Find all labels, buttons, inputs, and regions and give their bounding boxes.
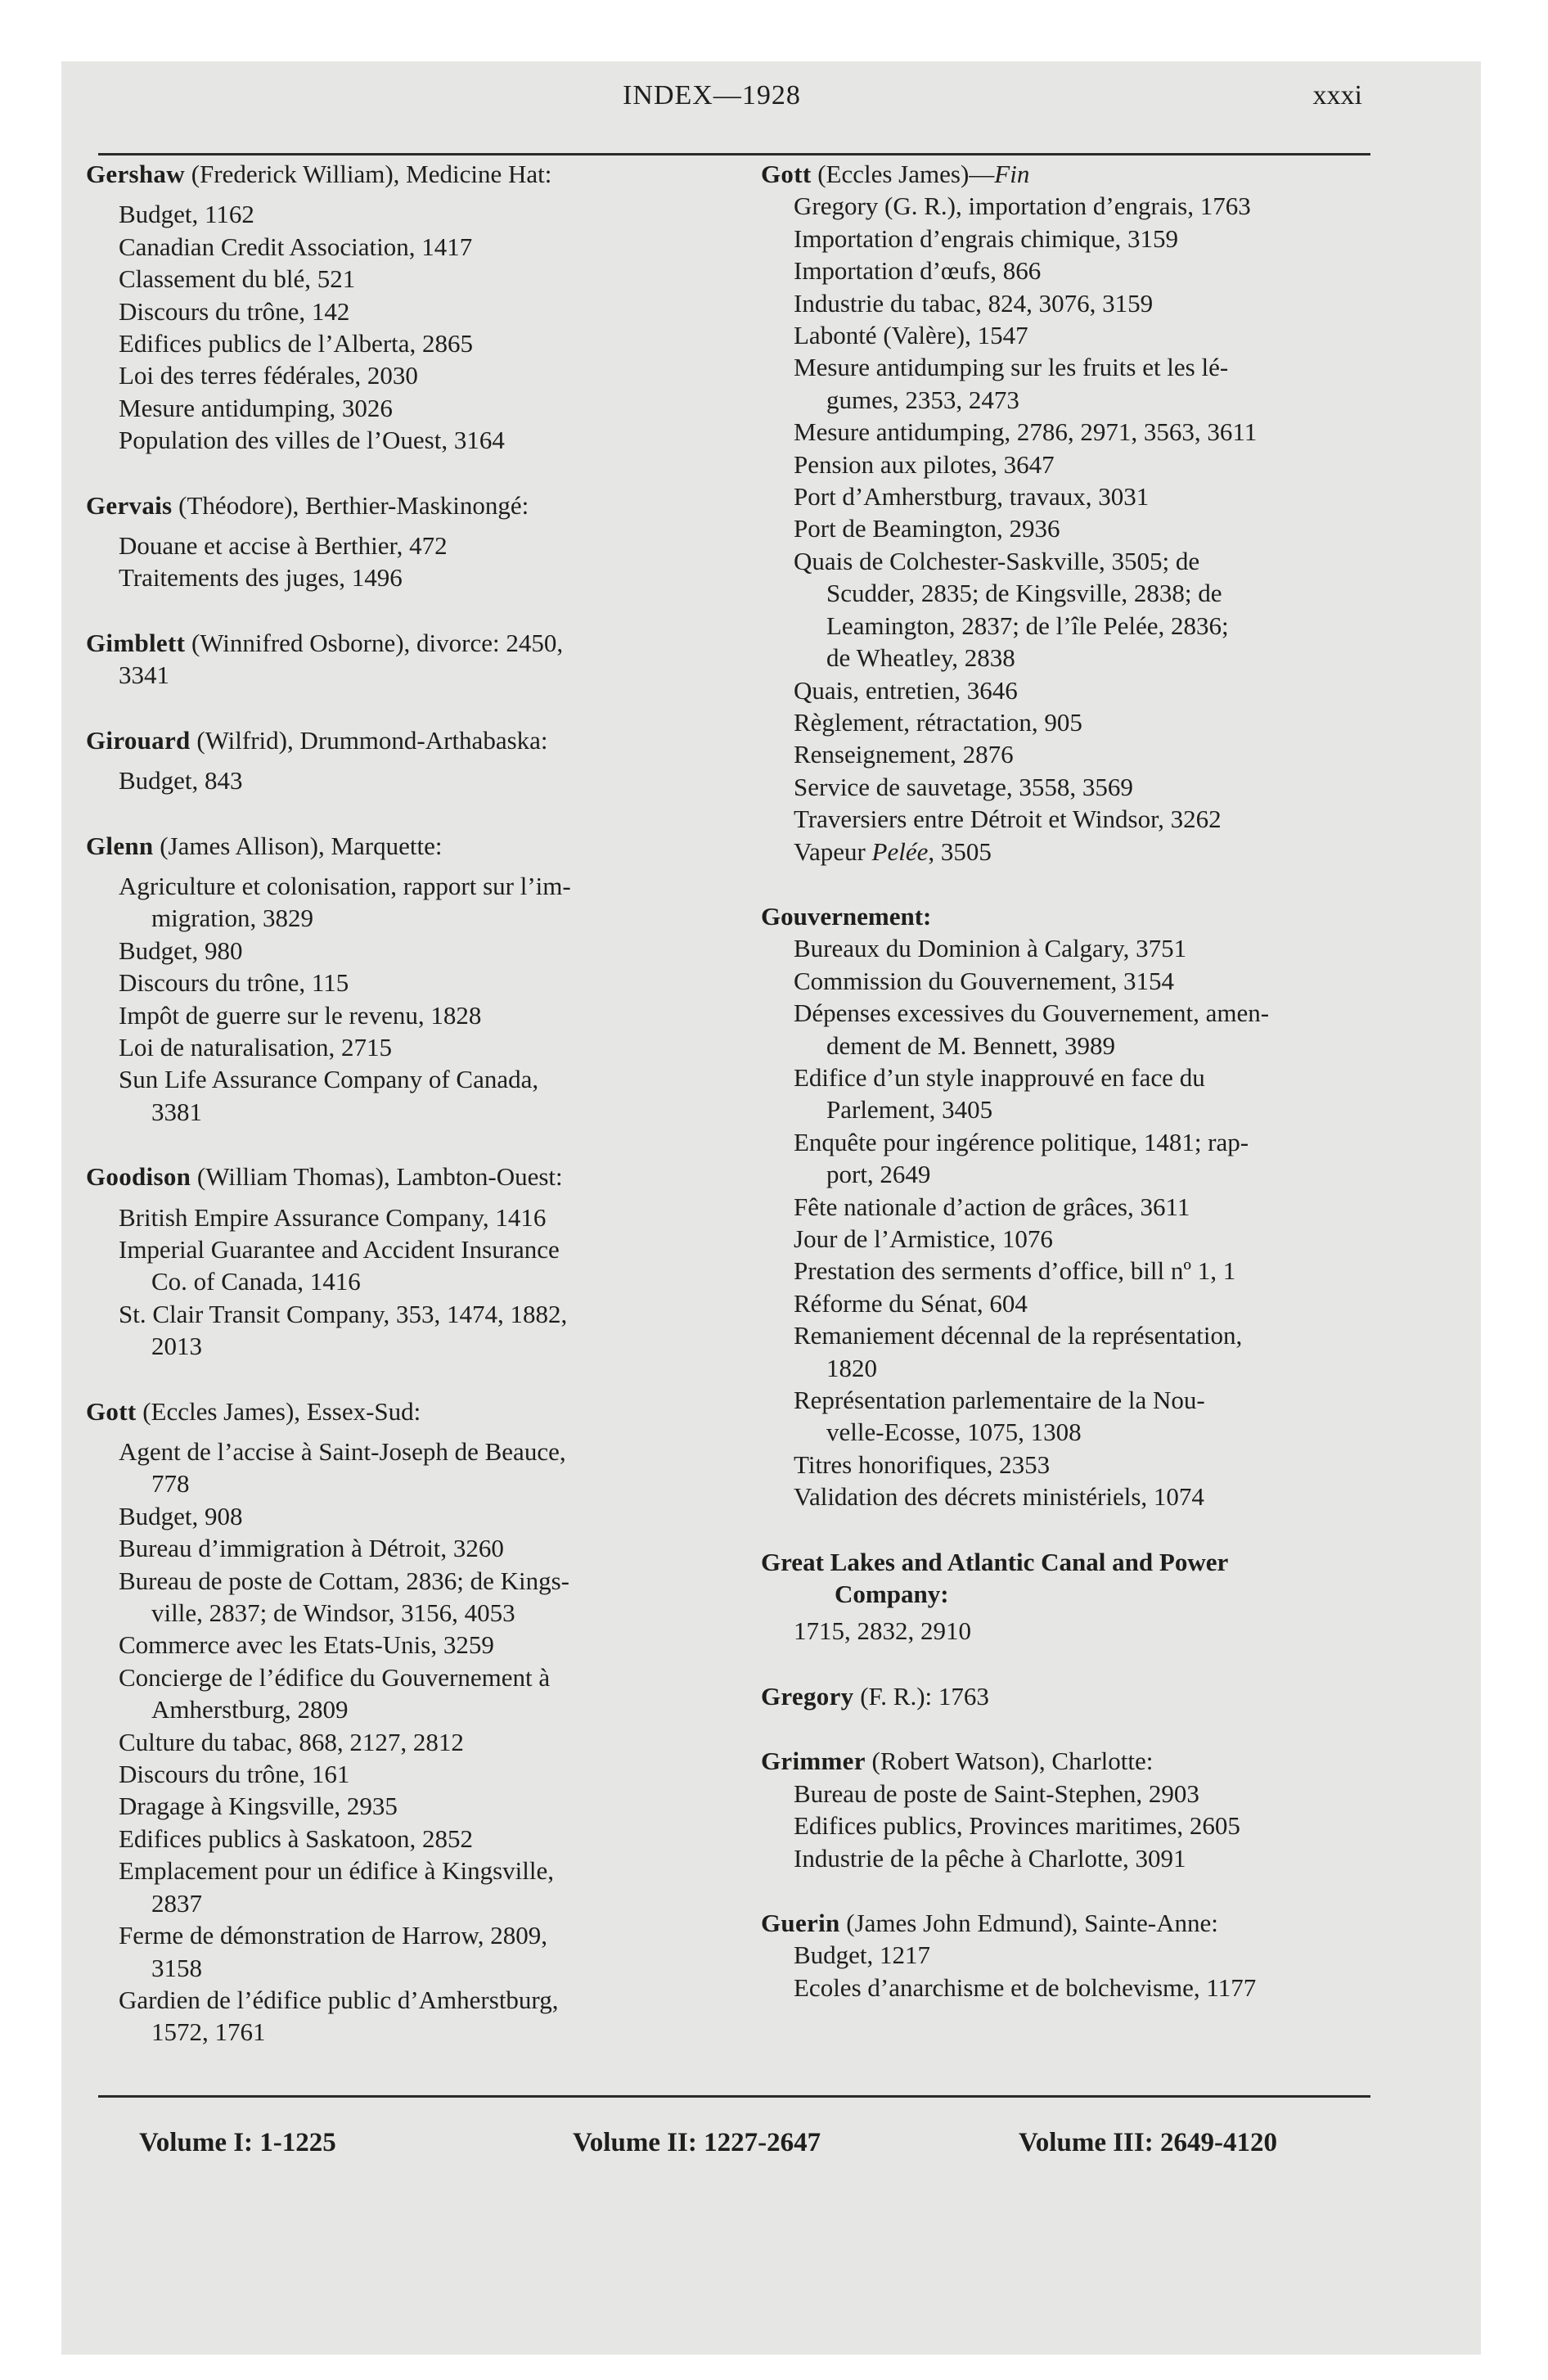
entry-heading bbox=[86, 724, 728, 756]
index-entry-gershaw bbox=[86, 158, 728, 457]
volume-3-range: Volume III: 2649-4120 bbox=[1019, 2128, 1277, 2157]
sub-item-continuation: 778 bbox=[151, 1469, 190, 1499]
sub-item bbox=[761, 1062, 1403, 1126]
index-entry-goodison bbox=[86, 1161, 728, 1362]
sub-item-continuation: Scudder, 2835; de Kingsville, 2838; de bbox=[826, 579, 1222, 608]
fin-marker: Fin bbox=[994, 160, 1030, 188]
sub-item-line: Port de Beamington, 2936 bbox=[794, 514, 1060, 543]
sub-item bbox=[761, 1778, 1403, 1810]
volume-1-range: Volume I: 1-1225 bbox=[139, 2128, 336, 2157]
sub-item-line: Traitements des juges, 1496 bbox=[119, 563, 403, 593]
entry-surname: Guerin bbox=[761, 1908, 840, 1937]
sub-item-continuation: 1820 bbox=[826, 1353, 877, 1382]
sub-item-line: Jour de l’Armistice, 1076 bbox=[794, 1224, 1053, 1253]
sub-item bbox=[761, 512, 1403, 544]
footer-rule bbox=[98, 2095, 1370, 2098]
sub-item bbox=[761, 480, 1403, 512]
sub-item bbox=[86, 1532, 728, 1564]
sub-item bbox=[761, 1191, 1403, 1223]
sub-item-line: Canadian Credit Association, 1417 bbox=[119, 232, 473, 261]
sub-item-line: Industrie de la pêche à Charlotte, 3091 bbox=[794, 1843, 1186, 1873]
entry-surname: Glenn bbox=[86, 831, 154, 860]
sub-item bbox=[86, 764, 728, 796]
entry-surname: Gervais bbox=[86, 490, 173, 520]
sub-item-line: Bureau de poste de Cottam, 2836; de Kings- bbox=[119, 1566, 570, 1595]
entry-descriptor: (Frederick William), Medicine Hat: bbox=[184, 160, 552, 188]
sub-item-continuation: 3158 bbox=[151, 1953, 202, 1982]
sub-item-continuation: ville, 2837; de Windsor, 3156, 4053 bbox=[151, 1598, 515, 1628]
sub-item bbox=[761, 706, 1403, 738]
entry-descriptor: (Winnifred Osborne), divorce: 2450, bbox=[185, 628, 564, 657]
sub-item-line: Budget, 980 bbox=[119, 935, 243, 965]
sub-item-line: Commerce avec les Etats-Unis, 3259 bbox=[119, 1630, 494, 1660]
sub-item-line: Emplacement pour un édifice à Kingsville, bbox=[119, 1856, 554, 1886]
entry-heading bbox=[86, 1395, 728, 1427]
sub-item bbox=[86, 967, 728, 998]
entry-heading bbox=[86, 1161, 728, 1192]
sub-item bbox=[86, 327, 728, 359]
sub-item bbox=[761, 1255, 1403, 1287]
sub-item-line: Traversiers entre Détroit et Windsor, 3262 bbox=[794, 805, 1222, 834]
entry-surname: Gregory bbox=[761, 1681, 854, 1711]
sub-item-line: Edifices publics à Saskatoon, 2852 bbox=[119, 1823, 474, 1853]
sub-item-line: Concierge de l’édifice du Gouvernement à bbox=[119, 1662, 551, 1692]
sub-item-line: Pension aux pilotes, 3647 bbox=[794, 449, 1055, 479]
sub-item bbox=[86, 1298, 728, 1363]
sub-item-continuation: de Wheatley, 2838 bbox=[826, 643, 1015, 673]
sub-item-line: Edifice d’un style inapprouvé en face du bbox=[794, 1062, 1205, 1092]
left-column bbox=[86, 158, 728, 2081]
sub-item bbox=[761, 1126, 1403, 1191]
entry-pages: 1715, 2832, 2910 bbox=[794, 1616, 971, 1646]
sub-item bbox=[761, 1939, 1403, 1971]
entry-surname: Goodison bbox=[86, 1162, 191, 1192]
sub-item-line: Fête nationale d’action de grâces, 3611 bbox=[794, 1192, 1190, 1221]
entry-heading bbox=[761, 1745, 1403, 1777]
sub-item-line: Budget, 1217 bbox=[794, 1941, 931, 1970]
sub-item-line: Mesure antidumping, 2786, 2971, 3563, 3611 bbox=[794, 417, 1258, 447]
sub-item-line: St. Clair Transit Company, 353, 1474, 1882, bbox=[119, 1299, 568, 1328]
sub-item-line: Service de sauvetage, 3558, 3569 bbox=[794, 772, 1133, 801]
sub-item bbox=[86, 359, 728, 391]
sub-item bbox=[761, 1810, 1403, 1841]
sub-item-line: Port d’Amherstburg, travaux, 3031 bbox=[794, 482, 1150, 512]
sub-item bbox=[761, 287, 1403, 319]
sub-item bbox=[761, 803, 1403, 835]
index-entry-great-lakes bbox=[761, 1546, 1403, 1648]
index-entry-gervais bbox=[86, 489, 728, 594]
sub-item bbox=[86, 198, 728, 230]
sub-item bbox=[761, 545, 1403, 674]
sub-item-line: Bureaux du Dominion à Calgary, 3751 bbox=[794, 934, 1187, 963]
sub-item bbox=[86, 1063, 728, 1128]
sub-item bbox=[761, 965, 1403, 997]
sub-item-line: Industrie du tabac, 824, 3076, 3159 bbox=[794, 288, 1154, 318]
sub-item-line: Discours du trône, 115 bbox=[119, 968, 349, 998]
sub-item bbox=[86, 1984, 728, 2049]
running-title: INDEX—1928 bbox=[623, 80, 801, 110]
sub-item-line: Bureau d’immigration à Détroit, 3260 bbox=[119, 1534, 504, 1563]
entry-descriptor: (James Allison), Marquette: bbox=[153, 831, 443, 860]
entry-descriptor: (F. R.): 1763 bbox=[853, 1681, 989, 1711]
sub-item-line: Impôt de guerre sur le revenu, 1828 bbox=[119, 1000, 482, 1030]
sub-item bbox=[761, 836, 1403, 868]
sub-item-line: Ferme de démonstration de Harrow, 2809, bbox=[119, 1921, 547, 1950]
sub-item bbox=[761, 771, 1403, 803]
sub-item bbox=[86, 1233, 728, 1298]
sub-item bbox=[86, 1919, 728, 1984]
sub-item bbox=[761, 1319, 1403, 1384]
sub-item-line: Loi des terres fédérales, 2030 bbox=[119, 361, 418, 390]
sub-item-line: Importation d’œufs, 866 bbox=[794, 256, 1042, 286]
sub-item-line: Population des villes de l’Ouest, 3164 bbox=[119, 426, 505, 455]
ship-name: Pelée bbox=[871, 836, 929, 866]
sub-item bbox=[761, 1481, 1403, 1512]
sub-item-line: Budget, 908 bbox=[119, 1501, 243, 1530]
index-entry-gott bbox=[86, 1395, 728, 2049]
sub-item bbox=[761, 997, 1403, 1062]
sub-item-line: Prestation des serments d’office, bill nº 1, 1 bbox=[794, 1256, 1236, 1286]
sub-item bbox=[86, 1661, 728, 1726]
entry-descriptor: (Théodore), Berthier-Maskinongé: bbox=[172, 490, 529, 520]
entry-heading: Gouvernement: bbox=[761, 901, 932, 931]
sub-item-line: Validation des décrets ministériels, 1074 bbox=[794, 1482, 1204, 1512]
sub-item bbox=[761, 1223, 1403, 1255]
page-number: xxxi bbox=[1312, 80, 1362, 110]
sub-item bbox=[761, 351, 1403, 416]
index-entry-guerin bbox=[761, 1907, 1403, 2004]
sub-item-line: Remaniement décennal de la représentation, bbox=[794, 1321, 1243, 1350]
index-entry-gregory bbox=[761, 1680, 1403, 1712]
sub-item bbox=[86, 1790, 728, 1822]
sub-item-pages: , 3505 bbox=[928, 836, 992, 866]
right-column bbox=[761, 158, 1403, 2036]
sub-item bbox=[86, 1855, 728, 1919]
entry-descriptor: (Robert Watson), Charlotte: bbox=[865, 1747, 1154, 1776]
sub-item bbox=[86, 1500, 728, 1532]
entry-heading bbox=[761, 1680, 1403, 1712]
sub-item bbox=[761, 1449, 1403, 1481]
entry-heading bbox=[86, 830, 728, 862]
sub-item-line: Dragage à Kingsville, 2935 bbox=[119, 1792, 398, 1821]
sub-item-line: Budget, 843 bbox=[119, 766, 243, 796]
sub-item-line: Edifices publics de l’Alberta, 2865 bbox=[119, 329, 474, 358]
entry-surname: Gott bbox=[761, 160, 812, 188]
sub-item-line: Titres honorifiques, 2353 bbox=[794, 1449, 1051, 1479]
sub-item-line: Sun Life Assurance Company of Canada, bbox=[119, 1065, 539, 1094]
index-entry-girouard bbox=[86, 724, 728, 797]
entry-descriptor: (James John Edmund), Sainte-Anne: bbox=[839, 1908, 1218, 1937]
sub-item bbox=[86, 1726, 728, 1758]
index-entry-gouvernement bbox=[761, 900, 1403, 1513]
sub-item bbox=[86, 1031, 728, 1063]
sub-item-line: Quais, entretien, 3646 bbox=[794, 675, 1018, 705]
index-entry-gott-fin bbox=[761, 158, 1403, 868]
sub-item-continuation: Co. of Canada, 1416 bbox=[151, 1267, 361, 1296]
sub-item-line: Labonté (Valère), 1547 bbox=[794, 321, 1028, 350]
sub-item-line: Ecoles d’anarchisme et de bolchevisme, 1177 bbox=[794, 1972, 1257, 2002]
entry-heading-line2: Company: bbox=[835, 1580, 949, 1609]
sub-item-line: Agent de l’accise à Saint-Joseph de Beauce, bbox=[119, 1437, 566, 1466]
sub-item-line: Bureau de poste de Saint-Stephen, 2903 bbox=[794, 1778, 1199, 1808]
sub-item-continuation: Parlement, 3405 bbox=[826, 1095, 993, 1125]
sub-item bbox=[761, 1384, 1403, 1449]
sub-item-continuation: migration, 3829 bbox=[151, 904, 314, 933]
sub-item-line: Loi de naturalisation, 2715 bbox=[119, 1032, 393, 1062]
sub-item bbox=[86, 1823, 728, 1855]
sub-item bbox=[761, 449, 1403, 480]
sub-item-line: Culture du tabac, 868, 2127, 2812 bbox=[119, 1727, 464, 1756]
sub-item-line: Commission du Gouvernement, 3154 bbox=[794, 966, 1174, 995]
header-rule bbox=[98, 153, 1370, 156]
sub-item-line: Imperial Guarantee and Accident Insurance bbox=[119, 1234, 560, 1264]
sub-item-continuation: 2013 bbox=[151, 1332, 202, 1361]
sub-item-continuation: port, 2649 bbox=[826, 1160, 931, 1189]
entry-descriptor: (Wilfrid), Drummond-Arthabaska: bbox=[190, 725, 548, 755]
sub-item-continuation: dement de M. Bennett, 3989 bbox=[826, 1030, 1115, 1060]
sub-item-continuation: 1572, 1761 bbox=[151, 2017, 266, 2047]
sub-item-line: Discours du trône, 142 bbox=[119, 296, 350, 326]
sub-item-continuation: Leamington, 2837; de l’île Pelée, 2836; bbox=[826, 611, 1229, 640]
index-entry-gimblett bbox=[86, 627, 728, 692]
sub-item-line: Agriculture et colonisation, rapport sur l’im- bbox=[119, 871, 571, 900]
sub-item bbox=[86, 1565, 728, 1629]
sub-item bbox=[86, 561, 728, 593]
sub-item bbox=[761, 223, 1403, 255]
sub-item-line: Douane et accise à Berthier, 472 bbox=[119, 531, 448, 561]
sub-item bbox=[86, 392, 728, 424]
sub-item-line: Quais de Colchester-Saskville, 3505; de bbox=[794, 546, 1200, 575]
sub-item-line: Classement du blé, 521 bbox=[119, 264, 356, 294]
sub-item bbox=[761, 1287, 1403, 1319]
sub-item bbox=[86, 999, 728, 1031]
sub-item bbox=[86, 935, 728, 967]
sub-item-line: Discours du trône, 161 bbox=[119, 1760, 350, 1789]
sub-item bbox=[761, 416, 1403, 448]
entry-surname: Gershaw bbox=[86, 160, 185, 188]
sub-item bbox=[761, 932, 1403, 964]
sub-item-line: Budget, 1162 bbox=[119, 200, 254, 229]
volume-2-range: Volume II: 1227-2647 bbox=[573, 2128, 821, 2157]
sub-item bbox=[86, 295, 728, 327]
entry-heading-line1: Great Lakes and Atlantic Canal and Power bbox=[761, 1547, 1229, 1576]
page-header bbox=[61, 80, 1362, 129]
sub-item-line: Edifices publics, Provinces maritimes, 2605 bbox=[794, 1811, 1240, 1841]
entry-heading bbox=[761, 1907, 1403, 1939]
sub-item bbox=[86, 1629, 728, 1661]
sub-item bbox=[761, 190, 1403, 222]
sub-item-continuation: gumes, 2353, 2473 bbox=[826, 385, 1019, 414]
sub-item bbox=[761, 738, 1403, 770]
entry-surname: Gimblett bbox=[86, 628, 186, 657]
sub-item bbox=[761, 319, 1403, 351]
sub-item bbox=[86, 1758, 728, 1790]
sub-item bbox=[86, 424, 728, 456]
entry-descriptor: (Eccles James), Essex-Sud: bbox=[136, 1396, 421, 1426]
sub-item-line: Mesure antidumping sur les fruits et les lé- bbox=[794, 353, 1229, 382]
sub-item-line: Mesure antidumping, 3026 bbox=[119, 393, 393, 422]
sub-item bbox=[761, 1972, 1403, 2004]
sub-item-line: Gregory (G. R.), importation d’engrais, 1763 bbox=[794, 192, 1251, 221]
entry-surname: Girouard bbox=[86, 725, 191, 755]
sub-item-line: Règlement, rétractation, 905 bbox=[794, 707, 1082, 737]
entry-heading bbox=[86, 627, 728, 659]
sub-item-line: British Empire Assurance Company, 1416 bbox=[119, 1202, 547, 1232]
sub-item bbox=[761, 674, 1403, 706]
sub-item bbox=[86, 870, 728, 935]
sub-item-continuation: velle-Ecosse, 1075, 1308 bbox=[826, 1418, 1082, 1447]
sub-item bbox=[761, 1842, 1403, 1874]
sub-item bbox=[86, 1201, 728, 1233]
sub-item-continuation: 3381 bbox=[151, 1097, 202, 1126]
sub-item-line: Représentation parlementaire de la Nou- bbox=[794, 1386, 1205, 1415]
entry-heading-continuation: 3341 bbox=[119, 660, 169, 690]
entry-heading bbox=[761, 158, 1403, 190]
sub-item bbox=[86, 530, 728, 561]
entry-descriptor: (Eccles James)— bbox=[811, 160, 995, 188]
sub-item bbox=[86, 231, 728, 263]
sub-item-line: Enquête pour ingérence politique, 1481; rap- bbox=[794, 1127, 1249, 1156]
sub-item-line: Gardien de l’édifice public d’Amherstburg, bbox=[119, 1985, 559, 2014]
sub-item bbox=[86, 263, 728, 295]
entry-surname: Grimmer bbox=[761, 1747, 866, 1776]
sub-item-line: Réforme du Sénat, 604 bbox=[794, 1288, 1028, 1318]
entry-surname: Gott bbox=[86, 1396, 137, 1426]
entry-heading bbox=[86, 489, 728, 521]
index-entry-glenn bbox=[86, 830, 728, 1129]
entry-heading bbox=[86, 158, 728, 190]
sub-item-line: Dépenses excessives du Gouvernement, amen- bbox=[794, 998, 1270, 1028]
entry-descriptor: (William Thomas), Lambton-Ouest: bbox=[191, 1162, 563, 1192]
sub-item-continuation: Amherstburg, 2809 bbox=[151, 1695, 349, 1724]
sub-item-continuation: 2837 bbox=[151, 1888, 202, 1918]
index-entry-grimmer bbox=[761, 1745, 1403, 1874]
sub-item-line: Renseignement, 2876 bbox=[794, 740, 1014, 769]
sub-item-line: Importation d’engrais chimique, 3159 bbox=[794, 223, 1179, 253]
sub-item bbox=[86, 1436, 728, 1500]
sub-item-text: Vapeur bbox=[794, 836, 872, 866]
sub-item bbox=[761, 255, 1403, 286]
